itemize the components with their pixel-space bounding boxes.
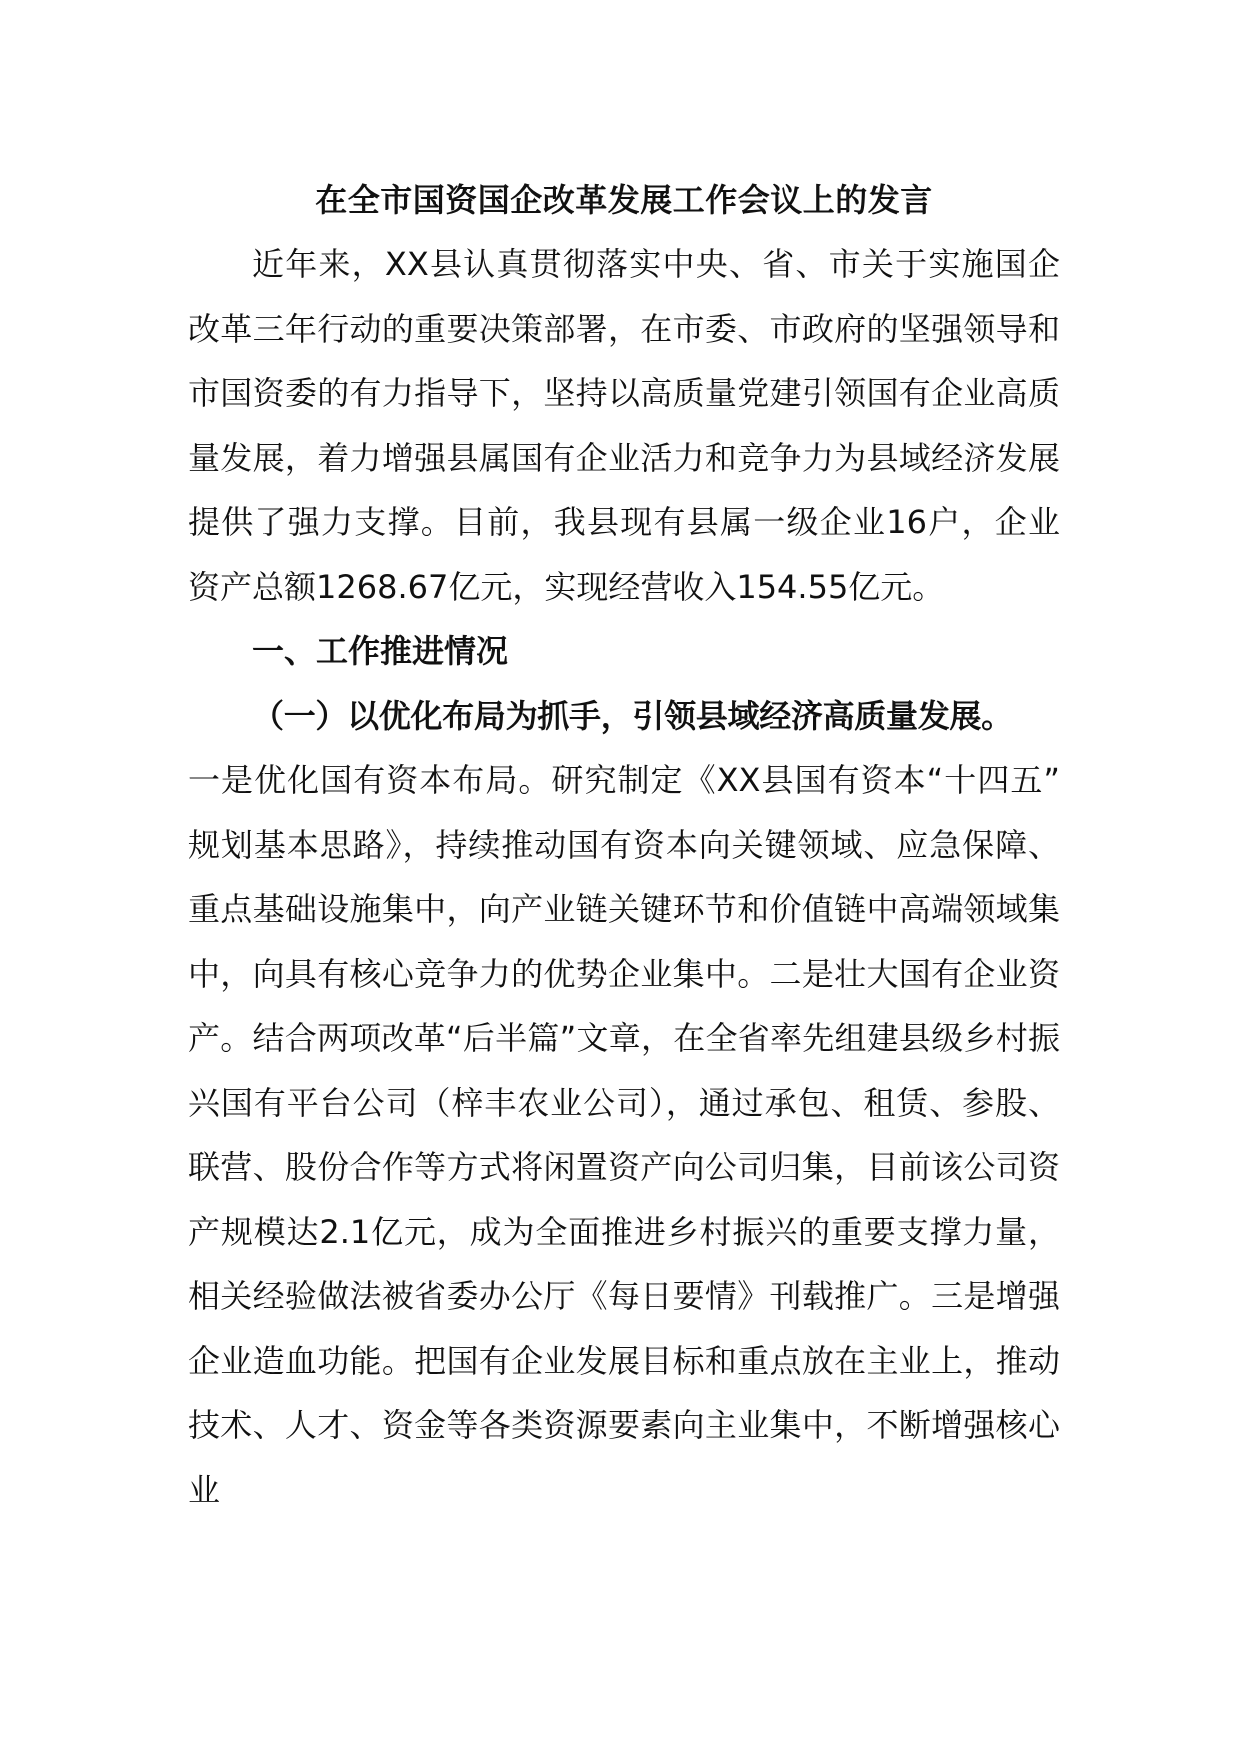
document-body (188, 168, 1060, 1522)
section-heading: 一、工作推进情况 (252, 632, 509, 670)
subsection-paragraph: 一是优化国有资本布局。研究制定《XX县国有资本“十四五”规划基本思路》，持续推动国有资本向关键领域、应急保障、重点基础设施集中，向产业链关键环节和价值链中高端领域集中，向具有核心竞争力的优势企业集中。二是壮大国有企业资产。结合两项改革“后半篇”文章，在全省率先组建县级乡村振兴国有平台公司（梓丰农业公司），通过承包、租赁、参股、联营、股份合作等方式将闲置资产向公司归集，目前该公司资产规模达2.1亿元，成为全面推进乡村振兴的重要支撑力量，相关经验做法被省委办公厅《每日要情》刊载推广。三是增强企业造血功能。把国有企业发展目标和重点放在主业上，推动技术、人才、资金等各类资源要素向主业集中，不断增强核心业 (188, 761, 1060, 1509)
document-title: 在全市国资国企改革发展工作会议上的发言 (315, 181, 933, 219)
intro-paragraph: 近年来，XX县认真贯彻落实中央、省、市关于实施国企改革三年行动的重要决策部署，在市委、市政府的坚强领导和市国资委的有力指导下，坚持以高质量党建引领国有企业高质量发展，着力增强县属国有企业活力和竞争力为县域经济发展提供了强力支撑。目前，我县现有县属一级企业16户，企业资产总额1268.67亿元，实现经营收入154.55亿元。 (188, 245, 1060, 606)
subsection-heading: （一）以优化布局为抓手，引领县域经济高质量发展。 (252, 696, 1013, 735)
